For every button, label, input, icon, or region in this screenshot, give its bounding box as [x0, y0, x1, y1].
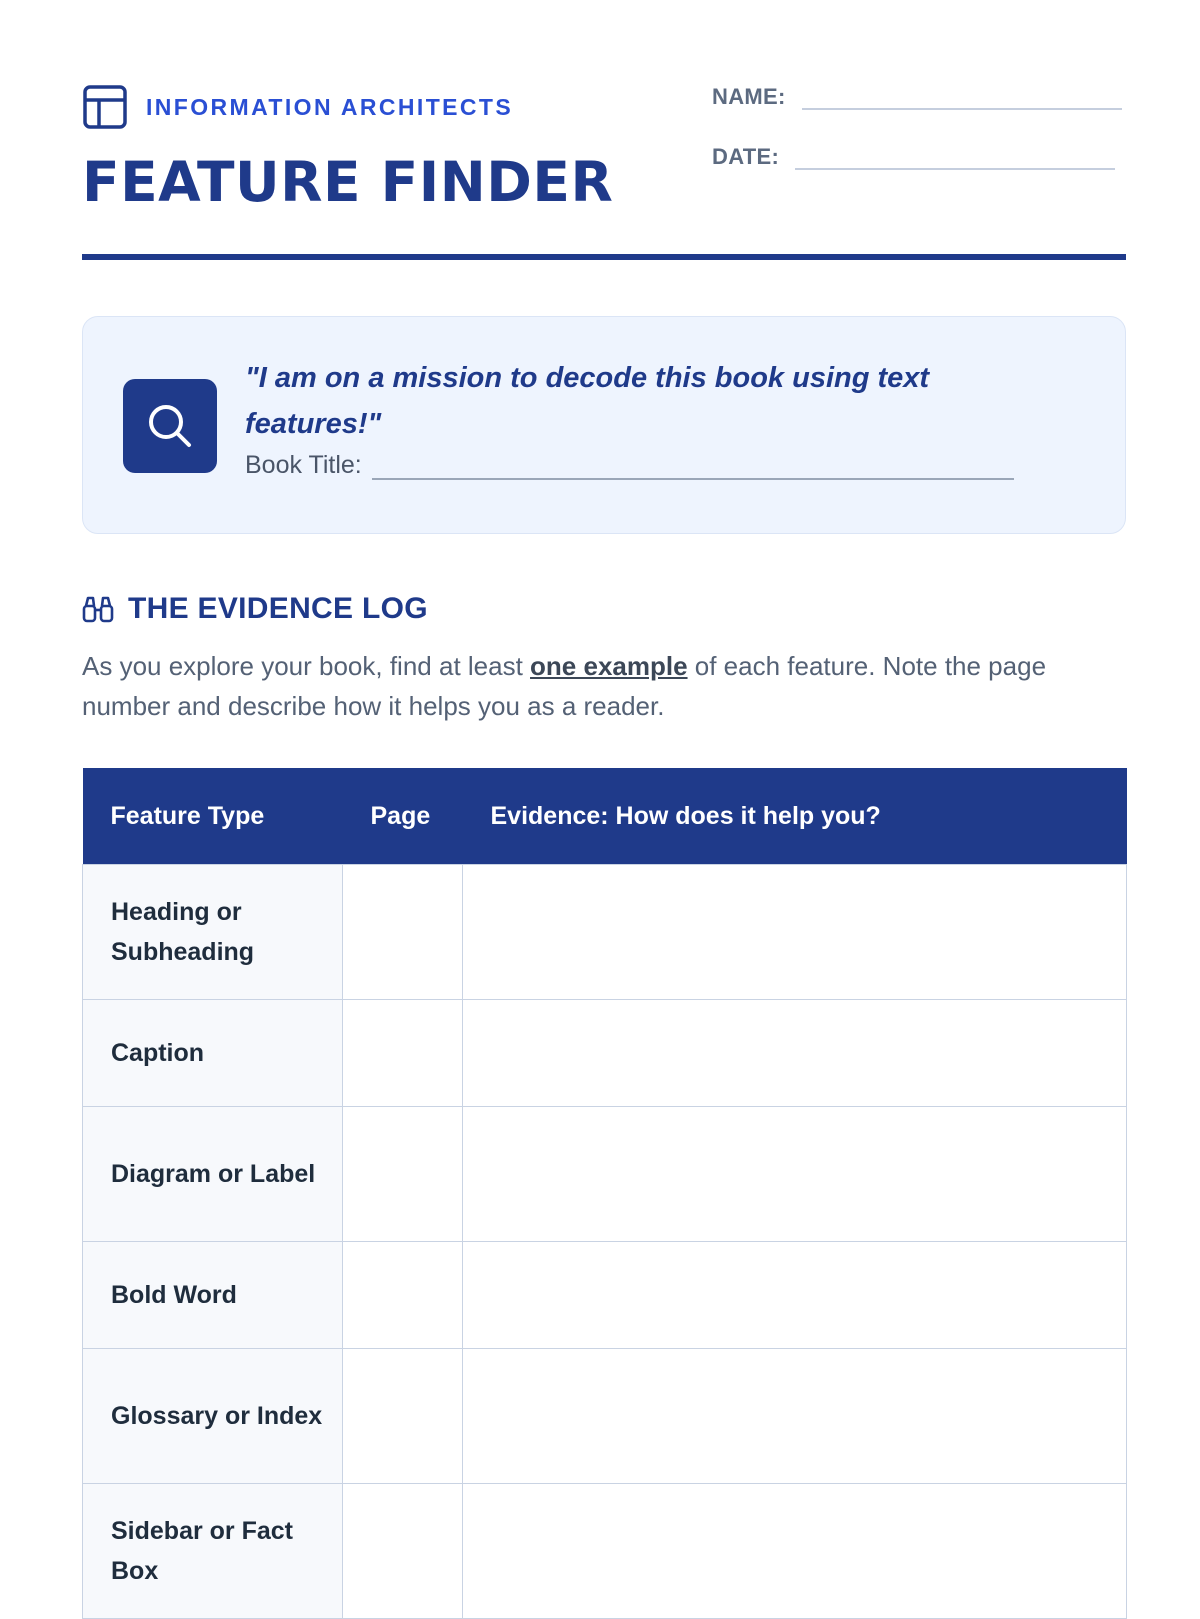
- feature-type-cell: Diagram or Label: [83, 1107, 343, 1242]
- header-page: Page: [343, 768, 463, 865]
- evidence-cell[interactable]: [463, 865, 1127, 1000]
- brand: [82, 84, 513, 130]
- page-cell[interactable]: [343, 865, 463, 1000]
- date-field[interactable]: [795, 146, 1115, 170]
- feature-type-cell: Heading or Subheading: [83, 865, 343, 1000]
- feature-type-cell: Sidebar or Fact Box: [83, 1484, 343, 1619]
- brand-label: INFORMATION ARCHITECTS: [146, 93, 514, 120]
- page-cell[interactable]: [343, 1000, 463, 1107]
- date-row: [712, 144, 1115, 170]
- table-row: [83, 1484, 1127, 1619]
- evidence-cell[interactable]: [463, 1242, 1127, 1349]
- layout-icon: [82, 84, 128, 130]
- mission-icon-tile: [123, 379, 217, 473]
- header-evidence: Evidence: How does it help you?: [463, 768, 1127, 865]
- evidence-title: THE EVIDENCE LOG: [128, 592, 428, 625]
- evidence-heading: [82, 592, 428, 626]
- binoculars-icon: [82, 595, 114, 623]
- page-cell[interactable]: [343, 1107, 463, 1242]
- header-divider: [82, 254, 1126, 260]
- instructions-text-end: of each feature. Note the page number and describe how it helps you as a reader.: [82, 651, 1047, 721]
- feature-type-cell: Bold Word: [83, 1242, 343, 1349]
- search-icon: [145, 401, 195, 451]
- book-title-row: [245, 451, 1014, 480]
- table-row: [83, 1242, 1127, 1349]
- worksheet: [82, 0, 1126, 1585]
- worksheet-header: [82, 0, 1126, 262]
- date-label: DATE:: [712, 144, 780, 169]
- instructions: [82, 646, 1126, 726]
- page-cell[interactable]: [343, 1349, 463, 1484]
- instructions-text-start: As you explore your book, find at least: [82, 651, 531, 681]
- page-title: FEATURE FINDER: [82, 150, 614, 214]
- feature-type-cell: Glossary or Index: [83, 1349, 343, 1484]
- evidence-cell[interactable]: [463, 1349, 1127, 1484]
- name-row: [712, 84, 1122, 110]
- feature-type-cell: Caption: [83, 1000, 343, 1107]
- table-row: [83, 1000, 1127, 1107]
- book-title-label: Book Title:: [245, 451, 362, 479]
- name-field[interactable]: [802, 86, 1122, 110]
- name-label: NAME:: [712, 84, 786, 109]
- table-row: [83, 1107, 1127, 1242]
- book-title-field[interactable]: [372, 454, 1014, 480]
- evidence-cell[interactable]: [463, 1000, 1127, 1107]
- evidence-cell[interactable]: [463, 1107, 1127, 1242]
- page-cell[interactable]: [343, 1242, 463, 1349]
- table-row: [83, 865, 1127, 1000]
- page-cell[interactable]: [343, 1484, 463, 1619]
- header-feature-type: Feature Type: [83, 768, 343, 865]
- instructions-emphasis: one example: [530, 651, 688, 681]
- evidence-cell[interactable]: [463, 1484, 1127, 1619]
- evidence-table: [82, 768, 1127, 1619]
- mission-box: [82, 316, 1126, 534]
- table-header-row: [83, 768, 1127, 865]
- table-row: [83, 1349, 1127, 1484]
- mission-quote: "I am on a mission to decode this book using text features!": [245, 362, 930, 440]
